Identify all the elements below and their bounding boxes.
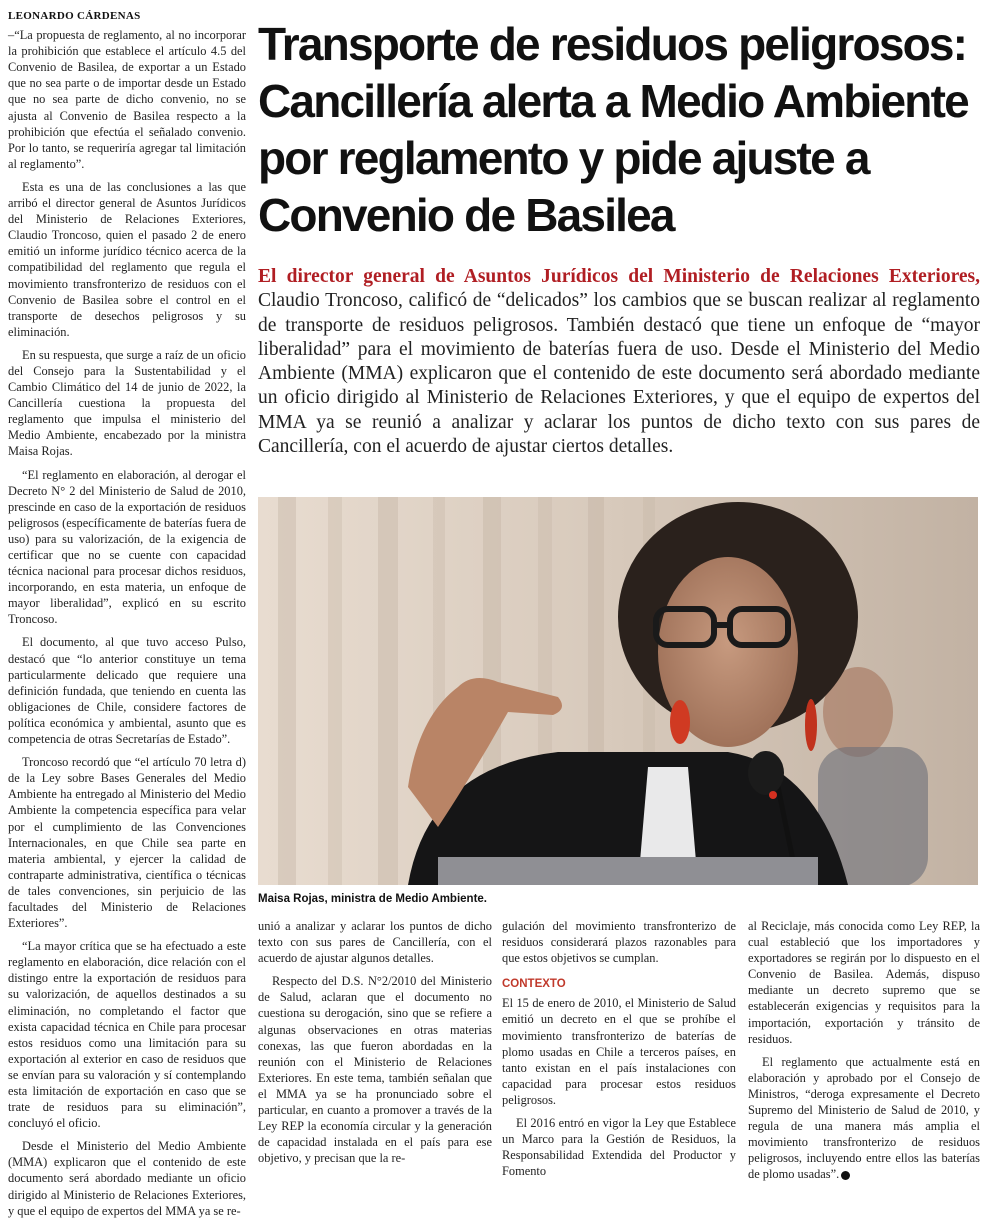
body-paragraph: El 15 de enero de 2010, el Ministerio de Salud emitió un decreto en el que se prohíbe el movimiento transfronterizo de baterías de plomo usadas en Chile a terceros países, en tanto existan en el país instalaciones con capacidad para procesar estos residuos peligrosos.: [502, 996, 736, 1107]
body-paragraph: El documento, al que tuvo acceso Pulso, destacó que “lo anterior constituye un tema particularmente delicado que requiere una definición fundada, que teniendo en cuenta las obligaciones de Chile, considere factores de política económica y ambiental, asunto que es competencia de otras Secretarías de Estado”.: [8, 635, 246, 747]
lead-paragraph: [258, 265, 980, 459]
body-column-4: [748, 918, 980, 1190]
body-paragraph: “El reglamento en elaboración, al derogar el Decreto N° 2 del Ministerio de Salud de 2010, prescinde en caso de la exportación de residuos peligrosos (específicamente de baterías fuera de uso) para su valorización, de la exigencia de certificar que no se cuente con capacidad técnica nacional para procesar dichos residuos, incorporando, en esta materia, un enfoque de mayor liberalidad”, explicó en su escrito Troncoso.: [8, 467, 246, 627]
body-paragraph: Respecto del D.S. N°2/2010 del Ministerio de Salud, aclaran que el documento no cuestiona su derogación, sino que se refiere a algunas observaciones en otras materias conexas, las que fueron abordadas en la reunión con el Ministerio de Relaciones Exteriores. En este tema, también señalan que el MMA ya se ha pronunciado sobre el particular, en cuanto a promover a través de la Ley REP la economía circular y la generación de capacidad instalada en el país para ese objetivo, y precisan que la re-: [258, 974, 492, 1166]
body-paragraph: unió a analizar y aclarar los puntos de dicho texto con sus pares de Cancillería, con el acuerdo de ajustar algunos detalles.: [258, 919, 492, 966]
body-paragraph: Desde el Ministerio del Medio Ambiente (MMA) explicaron que el contenido de este documento será abordado mediante un oficio dirigido al Ministerio de Relaciones Exteriores, y que el equipo de expertos del MMA ya se re-: [8, 1139, 246, 1218]
headline: Transporte de residuos peligrosos: Cancillería alerta a Medio Ambiente por reglamento y pide ajuste a Convenio de Basilea: [258, 18, 968, 241]
end-mark-icon: [841, 1171, 850, 1180]
photo-caption: Maisa Rojas, ministra de Medio Ambiente.: [258, 893, 487, 905]
byline: LEONARDO CÁRDENAS: [8, 10, 141, 22]
lead-highlight: El director general de Asuntos Jurídicos del Ministerio de Relaciones Exteriores,: [258, 266, 980, 287]
photo-illustration: [258, 497, 978, 885]
left-column: [8, 8, 246, 1226]
body-paragraph: al Reciclaje, más conocida como Ley REP, la cual estableció que los importadores y exportadores se regirán por lo dispuesto en el Convenio de Basilea. Además, dispuso mediante un decreto supremo que se establecerán exigencias y requisitos para la importación, exportación y tránsito de residuos.: [748, 919, 980, 1046]
body-column-3: [502, 918, 736, 1186]
body-paragraph: El 2016 entró en vigor la Ley que Establece un Marco para la Gestión de Residuos, la Responsabilidad Extendida del Productor y Fomento: [502, 1116, 736, 1179]
body-column-2: [258, 918, 492, 1173]
microphone: [748, 751, 784, 795]
body-paragraph: “La mayor crítica que se ha efectuado a este reglamento en elaboración, dice relación con el distingo entre la exportación de residuos para su valorización, de aquellos destinados a su eliminación, no completando el factor que exista capacidad técnica en Chile para procesar estos residuos como una limitación para su exportación al exterior en caso de residuos que se envían para su valoración y sí contemplando esta limitación de exportación en caso que se trate de residuos para su eliminación”, concluyó el oficio.: [8, 939, 246, 1131]
body-paragraph: –“La propuesta de reglamento, al no incorporar la prohibición que establece el artículo 4.5 del Convenio de Basilea, de exportar a un Estado que no sea parte o de importar desde un Estado que no sea parte de dicho convenio, no se ajusta al Convenio de Basilea respecto a la prohibición que efectúa el señalado convenio. Por lo tanto, se requeriría agregar tal limitación al reglamento”.: [8, 28, 246, 171]
body-paragraph: En su respuesta, que surge a raíz de un oficio del Consejo para la Sustentabilidad y el Cambio Climático del 14 de junio de 2022, la Cancillería cuestiona la propuesta del reglamento que impulsa el ministerio del Medio Ambiente, encabezado por la ministra Maisa Rojas.: [8, 347, 246, 459]
body-paragraph: [748, 1054, 980, 1183]
section-kicker: CONTEXTO: [502, 978, 566, 991]
body-paragraph: gulación del movimiento transfronterizo de residuos considerará plazos razonables para que estos objetivos se cumplan.: [502, 919, 736, 966]
body-paragraph: Esta es una de las conclusiones a las que arribó el director general de Asuntos Jurídicos del Ministerio de Relaciones Exteriores, Claudio Troncoso, quien el pasado 2 de enero emitió un informe jurídico técnico acerca de la compatibilidad del reglamento que regula el movimiento transfronterizo de residuos con el Convenio de Basilea sobre el control en el transporte de desechos peligrosos y su eliminación.: [8, 179, 246, 339]
article-photo: [258, 497, 978, 885]
lead-text: Claudio Troncoso, calificó de “delicados” los cambios que se buscan realizar al reglamento de transporte de residuos peligrosos. También destacó que tiene un enfoque de “mayor liberalidad” para el movimiento de baterías fuera de uso. Desde el Ministerio del Medio Ambiente (MMA) explicaron que el contenido de este documento será abordado mediante un oficio dirigido al Ministerio de Relaciones Exteriores, y que el equipo de expertos del MMA ya se reunió a analizar y aclarar los puntos de dicho texto con sus pares de Cancillería, con el acuerdo de ajustar ciertos detalles.: [258, 290, 980, 458]
body-paragraph: Troncoso recordó que “el artículo 70 letra d) de la Ley sobre Bases Generales del Medio Ambiente ha entregado al Ministerio del Medio Ambiente la competencia específica para velar por el cumplimiento de las Convenciones Internacionales, en que Chile sea parte en materia ambiental, y ejercer la calidad de contraparte administrativa, científica o técnicas de tales convenciones, sin perjuicio de las facultades del Ministerio de Relaciones Exteriores”.: [8, 755, 246, 931]
closing-text: El reglamento que actualmente está en elaboración y aprobado por el Consejo de Ministros, “deroga expresamente el Decreto Supremo del Ministerio de Salud de 2010, y regula de una manera más amplia el movimiento transfronterizo de residuos peligrosos, incluyendo entre ellos las baterías de plomo usadas”.: [748, 1054, 980, 1182]
earring: [670, 700, 690, 744]
laptop: [438, 857, 818, 885]
